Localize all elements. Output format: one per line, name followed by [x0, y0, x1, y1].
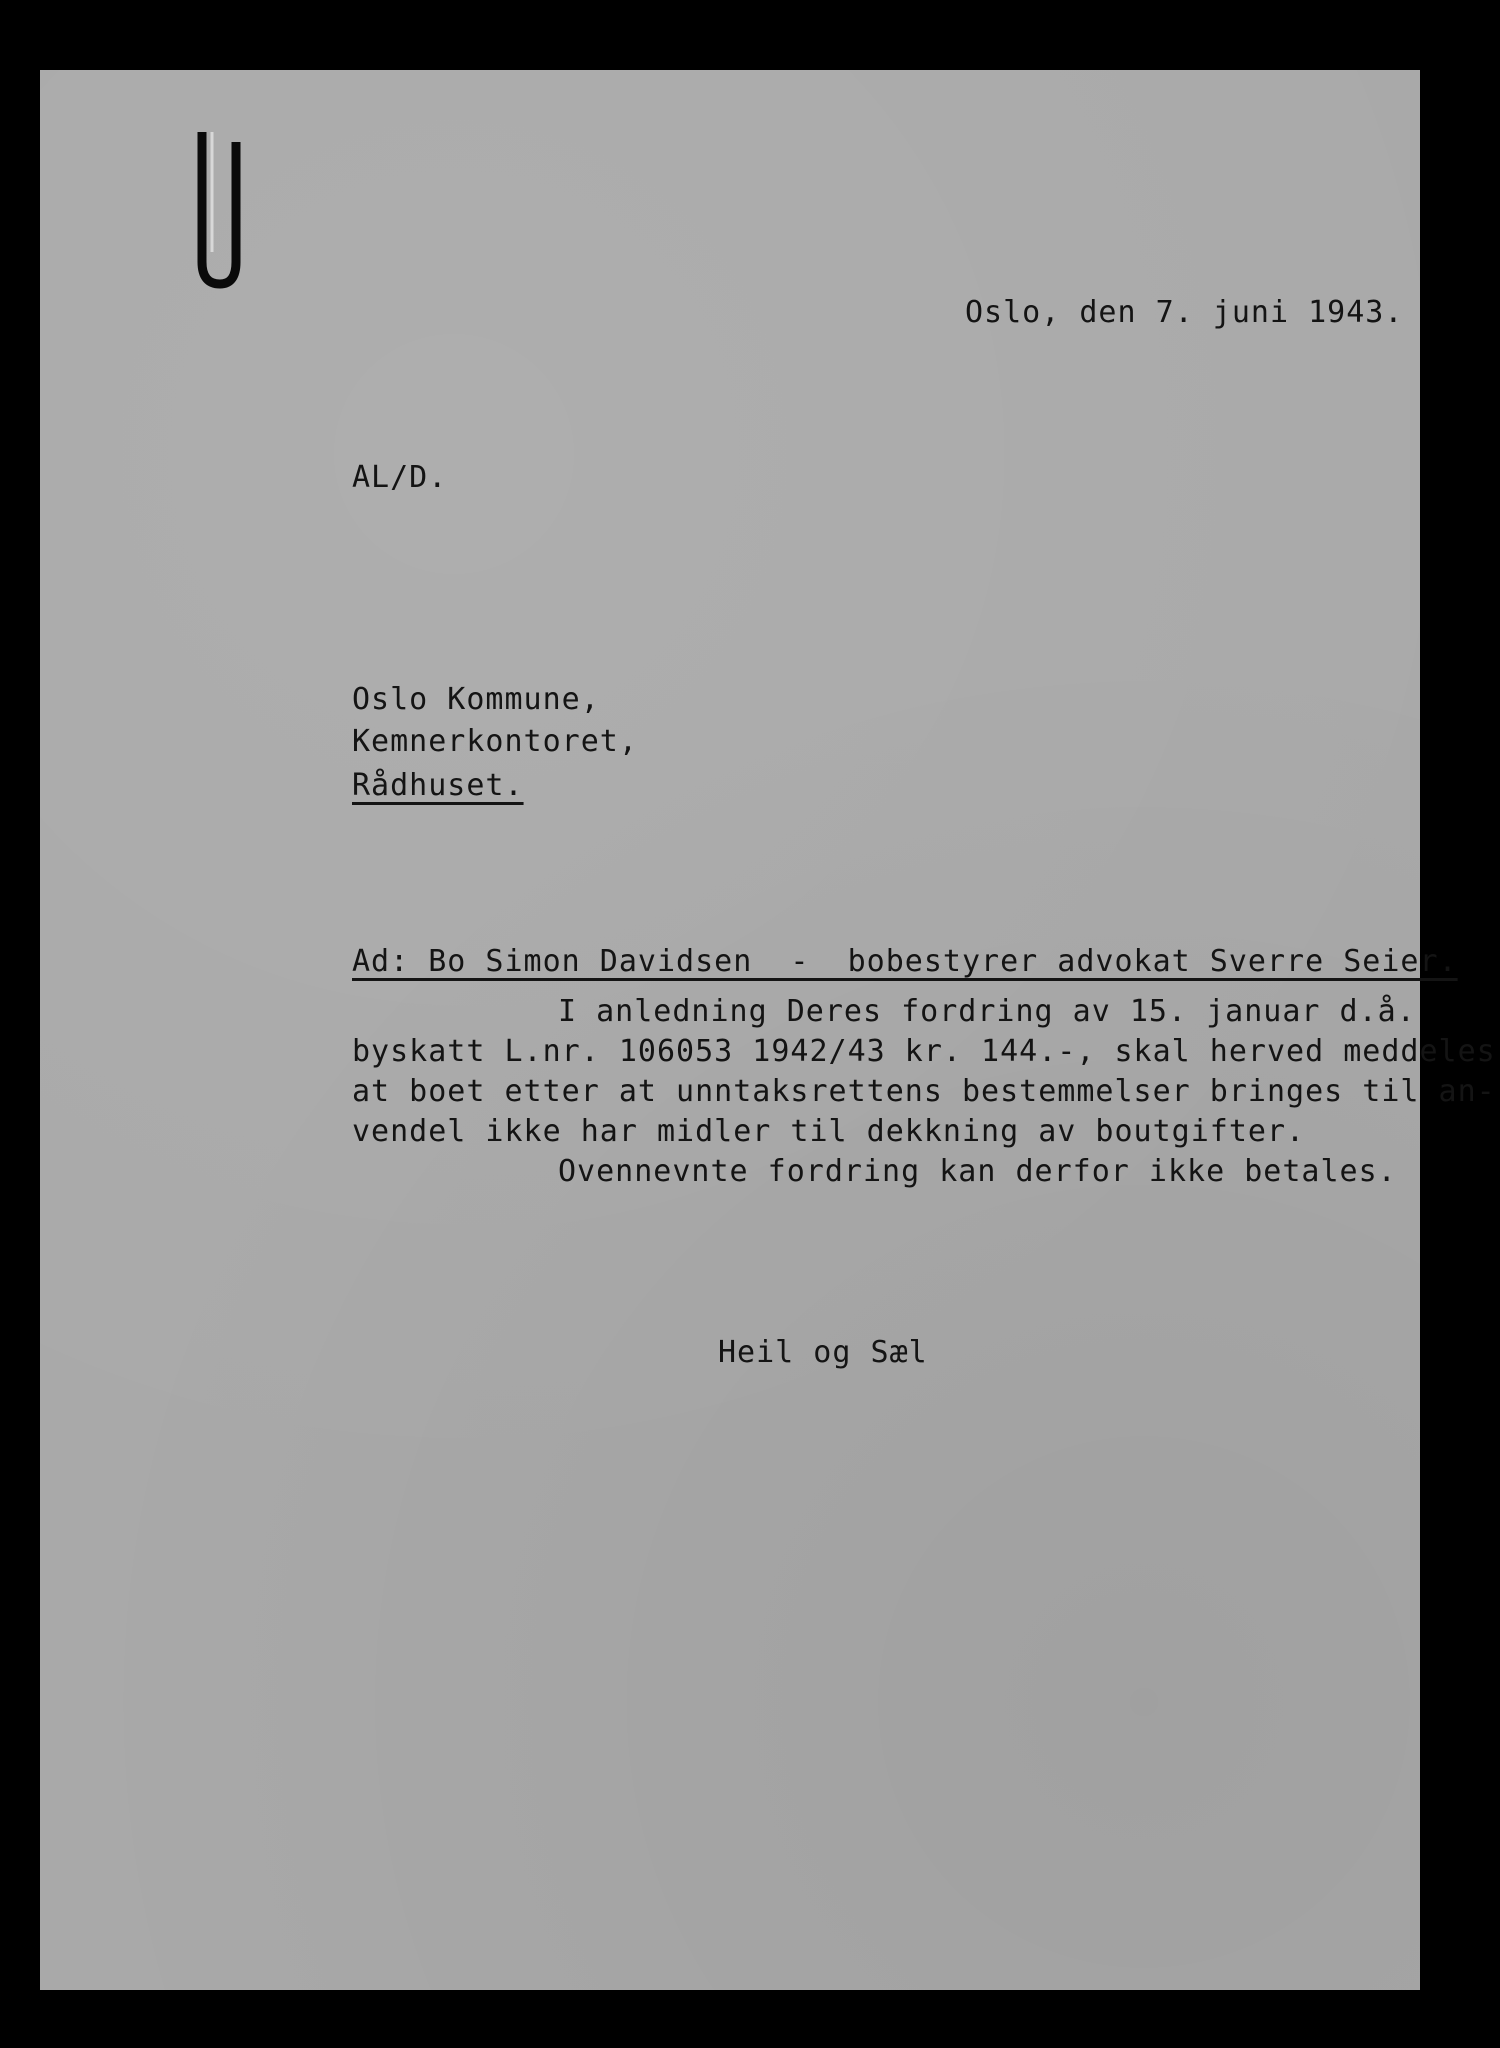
letter-body [352, 992, 1496, 1192]
date-line: Oslo, den 7. juni 1943. [965, 295, 1404, 330]
recipient-line-1: Oslo Kommune, [352, 682, 600, 717]
letter-paper [40, 70, 1496, 1990]
body-line-1: I anledning Deres fordring av 15. januar d.å. [558, 994, 1416, 1029]
paperclip-icon [190, 132, 244, 292]
reference-code: AL/D. [352, 460, 448, 495]
closing-salutation: Heil og Sæl [718, 1335, 928, 1370]
recipient-line-2: Kemnerkontoret, [352, 724, 638, 759]
body-line-2: byskatt L.nr. 106053 1942/43 kr. 144.-, skal herved meddeles [352, 1034, 1496, 1069]
body-line-5: Ovennevnte fordring kan derfor ikke betales. [558, 1154, 1397, 1189]
body-line-4: vendel ikke har midler til dekkning av boutgifter. [352, 1114, 1306, 1149]
body-line-3: at boet etter at unntaksrettens bestemmelser bringes til an- [352, 1074, 1496, 1109]
subject-line: Ad: Bo Simon Davidsen - bobestyrer advokat Sverre Seier. [352, 944, 1458, 979]
recipient-line-3: Rådhuset. [352, 768, 524, 803]
